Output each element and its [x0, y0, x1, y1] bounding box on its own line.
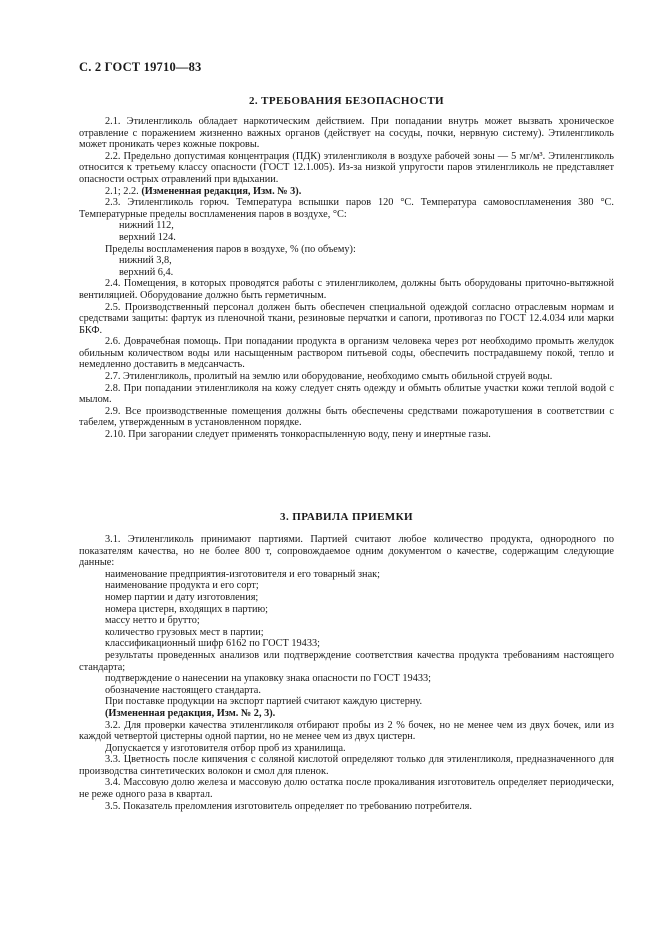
list-item: номер партии и дату изготовления; — [105, 591, 259, 603]
paragraph-2-3: 2.3. Этиленгликоль горюч. Температура вспышки паров 120 °С. Температура самовоспламенения 380 °С. Температурные пределы воспламенения паров в воздухе, °С: — [79, 197, 614, 220]
section-2-title: 2. ТРЕБОВАНИЯ БЕЗОПАСНОСТИ — [248, 95, 445, 107]
standard-designation-item: обозначение настоящего стандарта. — [105, 684, 261, 696]
volume-limits-intro: Пределы воспламенения паров в воздухе, % (по объему): — [105, 243, 356, 255]
paragraph-2-6: 2.6. Доврачебная помощь. При попадании продукта в организм человека через рот необходимо промыть желудок обильным количеством воды или насыщенным раствором питьевой соды, обеспечить пострадавшему покой, тепло и немедленно доставить в медсанчасть. — [79, 336, 614, 371]
upper-volume-limit: верхний 6,4. — [119, 266, 174, 278]
paragraph-3-2: 3.2. Для проверки качества этиленгликоля отбирают пробы из 2 % бочек, но не менее чем из двух бочек, или из каждой четвертой цистерны одной партии, но не менее чем из двух цистерн. — [79, 719, 614, 743]
paragraph-2-7: 2.7. Этиленгликоль, пролитый на землю или оборудование, необходимо смыть обильной струей воды. — [105, 371, 553, 383]
paragraph-2-2: 2.2. Предельно допустимая концентрация (ПДК) этиленгликоля в воздухе рабочей зоны — 5 мг/м³. Этиленгликоль относится к третьему классу опасности (ГОСТ 12.1.005). Из-за низкой упругости паров этиленгликоль не представляет опасности острых отравлений при вдыхании. — [79, 150, 614, 185]
paragraph-2-8: 2.8. При попадании этиленгликоля на кожу следует снять одежду и обмыть облитые участки кожи теплой водой с мылом. — [79, 382, 614, 406]
paragraph-3-4: 3.4. Массовую долю железа и массовую долю остатка после прокаливания изготовитель определяет периодически, не реже одного раза в квартал. — [79, 777, 614, 801]
section-3-title: 3. ПРАВИЛА ПРИЕМКИ — [280, 511, 413, 523]
lower-volume-limit: нижний 3,8, — [119, 255, 172, 267]
amendment-note-2 — [79, 186, 614, 198]
lower-temp-limit: нижний 112, — [119, 220, 174, 232]
export-note: При поставке продукции на экспорт партией считают каждую цистерну. — [105, 696, 423, 708]
list-item: классификационный шифр 6162 по ГОСТ 19433; — [105, 638, 320, 650]
section-3-body — [79, 534, 614, 812]
amendment-ref: 2.1; 2.2. — [105, 185, 139, 197]
list-item: наименование предприятия-изготовителя и его товарный знак; — [105, 568, 380, 580]
list-item: массу нетто и брутто; — [105, 615, 200, 627]
amendment-note-3: (Измененная редакция, Изм. № 2, 3). — [105, 707, 276, 719]
amendment-bold: (Измененная редакция, Изм. № 3). — [141, 185, 302, 197]
section-2-body — [79, 116, 614, 441]
list-item: количество грузовых мест в партии; — [105, 626, 264, 638]
paragraph-2-4: 2.4. Помещения, в которых проводятся работы с этиленгликолем, должны быть оборудованы приточно-вытяжной вентиляцией. Оборудование должно быть герметичным. — [79, 278, 614, 301]
paragraph-2-9: 2.9. Все производственные помещения должны быть обеспечены средствами пожаротушения в соответствии с табелем, утвержденным в установленном порядке. — [79, 405, 614, 429]
paragraph-2-5: 2.5. Производственный персонал должен быть обеспечен специальной одеждой согласно отраслевым нормам и средствами защиты: фартук из пленочной ткани, резиновые перчатки и сапоги, противогаз по ГОСТ 12.4.034 или марки БКФ. — [79, 301, 614, 336]
list-item: наименование продукта и его сорт; — [105, 580, 259, 592]
paragraph-3-2-note: Допускается у изготовителя отбор проб из хранилища. — [105, 742, 346, 754]
list-item: номера цистерн, входящих в партию; — [105, 603, 269, 615]
upper-temp-limit: верхний 124. — [119, 231, 176, 243]
paragraph-2-10: 2.10. При загорании следует применять тонкораспыленную воду, пену и инертные газы. — [105, 429, 491, 441]
results-item: результаты проведенных анализов или подтверждение соответствия качества продукта требованиям настоящего стандарта; — [79, 649, 614, 673]
paragraph-3-3: 3.3. Цветность после кипячения с соляной кислотой определяют только для этиленгликоля, предназначенного для производства синтетических волокон и смол для пленок. — [79, 754, 614, 777]
paragraph-2-1: 2.1. Этиленгликоль обладает наркотическим действием. При попадании внутрь может вызвать хроническое отравление с поражением жизненно важных органов (действует на сосуды, почки, нервную систему). Этиленгликоль может проникать через кожные покровы. — [79, 116, 614, 151]
paragraph-3-1: 3.1. Этиленгликоль принимают партиями. Партией считают любое количество продукта, однородного по показателям качества, но не более 800 т, сопровождаемое одним документом о качестве, содержащим следующие данные: — [79, 534, 614, 569]
running-header: С. 2 ГОСТ 19710—83 — [79, 60, 202, 74]
hazard-confirm-item: подтверждение о нанесении на упаковку знака опасности по ГОСТ 19433; — [105, 673, 432, 685]
paragraph-3-5: 3.5. Показатель преломления изготовитель определяет по требованию потребителя. — [105, 800, 472, 812]
